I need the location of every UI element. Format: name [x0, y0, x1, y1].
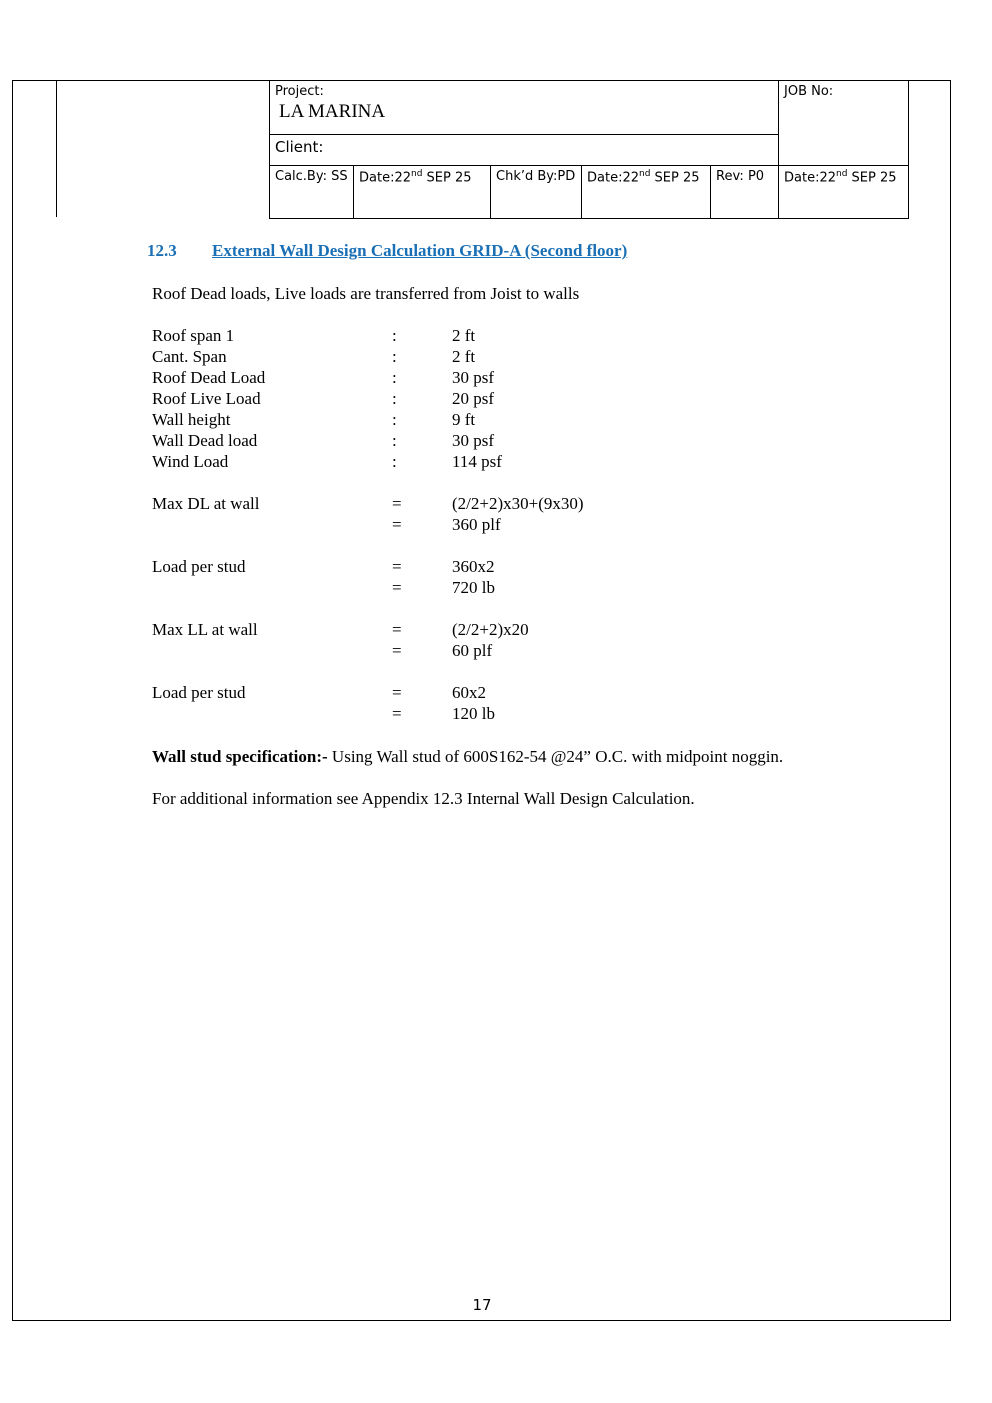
row-label: Wind Load [152, 452, 229, 471]
rev-date-cell [779, 166, 909, 219]
row-separator: : [392, 368, 397, 387]
row-value: 30 psf [452, 431, 495, 450]
job-label: JOB No: [784, 84, 834, 99]
row-separator: : [392, 431, 397, 450]
row-value: 60 plf [452, 641, 493, 660]
section-heading [147, 241, 627, 261]
calc-by: Calc.By: SS [275, 169, 348, 184]
row-separator: : [392, 410, 397, 429]
rev-date-prefix: Date:22 [784, 170, 836, 186]
row-value: 30 psf [452, 368, 495, 387]
check-date-suffix: SEP 25 [650, 170, 700, 186]
row-value: 9 ft [452, 410, 476, 429]
row-value: 360 plf [452, 515, 501, 534]
row-label: Roof Dead Load [152, 368, 266, 387]
rev-cell [711, 166, 779, 219]
intro-text: Roof Dead loads, Live loads are transferred from Joist to walls [152, 284, 580, 303]
rev-date-suffix: SEP 25 [847, 170, 897, 186]
page-number: 17 [472, 1296, 492, 1314]
revision: Rev: P0 [716, 169, 765, 184]
spec-text: Using Wall stud of 600S162-54 @24” O.C. with midpoint noggin. [327, 747, 784, 766]
project-cell [270, 81, 779, 135]
row-value: (2/2+2)x20 [452, 620, 529, 639]
calc-date-prefix: Date:22 [359, 170, 411, 186]
row-separator: : [392, 389, 397, 408]
row-label: Load per stud [152, 683, 246, 702]
appendix-note: For additional information see Appendix 12.3 Internal Wall Design Calculation. [152, 789, 695, 808]
check-date-cell [582, 166, 711, 219]
check-date-prefix: Date:22 [587, 170, 639, 186]
row-separator: = [392, 494, 402, 513]
row-separator: = [392, 704, 402, 723]
row-separator: = [392, 515, 402, 534]
job-cell [779, 81, 909, 166]
row-value: 20 psf [452, 389, 495, 408]
row-separator: = [392, 641, 402, 660]
row-separator: = [392, 557, 402, 576]
row-value: 2 ft [452, 347, 476, 366]
client-cell [270, 135, 779, 166]
row-label: Wall Dead load [152, 431, 258, 450]
section-number: 12.3 [147, 241, 177, 260]
row-separator: : [392, 347, 397, 366]
row-value: 360x2 [452, 557, 495, 576]
title-block [269, 80, 909, 219]
check-date-sup: nd [639, 169, 651, 179]
row-separator: = [392, 620, 402, 639]
spec-label: Wall stud specification:- [152, 747, 328, 766]
row-value: 60x2 [452, 683, 486, 702]
rev-date-sup: nd [836, 169, 848, 179]
project-label: Project: [275, 84, 324, 99]
row-label: Max DL at wall [152, 494, 260, 513]
margin-rule [56, 80, 57, 217]
calc-by-cell [270, 166, 354, 219]
checked-by: Chk’d By:PD [496, 169, 576, 184]
calc-date-cell [354, 166, 491, 219]
row-value: 2 ft [452, 326, 476, 345]
client-label: Client: [275, 138, 324, 156]
stud-specification [152, 747, 783, 767]
calc-date-suffix: SEP 25 [422, 170, 472, 186]
row-value: 120 lb [452, 704, 495, 723]
row-label: Cant. Span [152, 347, 227, 366]
calc-date-sup: nd [411, 169, 423, 179]
row-label: Wall height [152, 410, 231, 429]
row-separator: : [392, 452, 397, 471]
row-separator: = [392, 578, 402, 597]
row-label: Roof span 1 [152, 326, 235, 345]
row-separator: : [392, 326, 397, 345]
row-value: 114 psf [452, 452, 502, 471]
row-value: (2/2+2)x30+(9x30) [452, 494, 584, 513]
row-label: Max LL at wall [152, 620, 258, 639]
project-name: LA MARINA [279, 101, 386, 122]
row-label: Load per stud [152, 557, 246, 576]
row-value: 720 lb [452, 578, 495, 597]
row-separator: = [392, 683, 402, 702]
row-label: Roof Live Load [152, 389, 261, 408]
section-title: External Wall Design Calculation GRID-A (Second floor) [212, 241, 628, 260]
checked-by-cell [491, 166, 582, 219]
